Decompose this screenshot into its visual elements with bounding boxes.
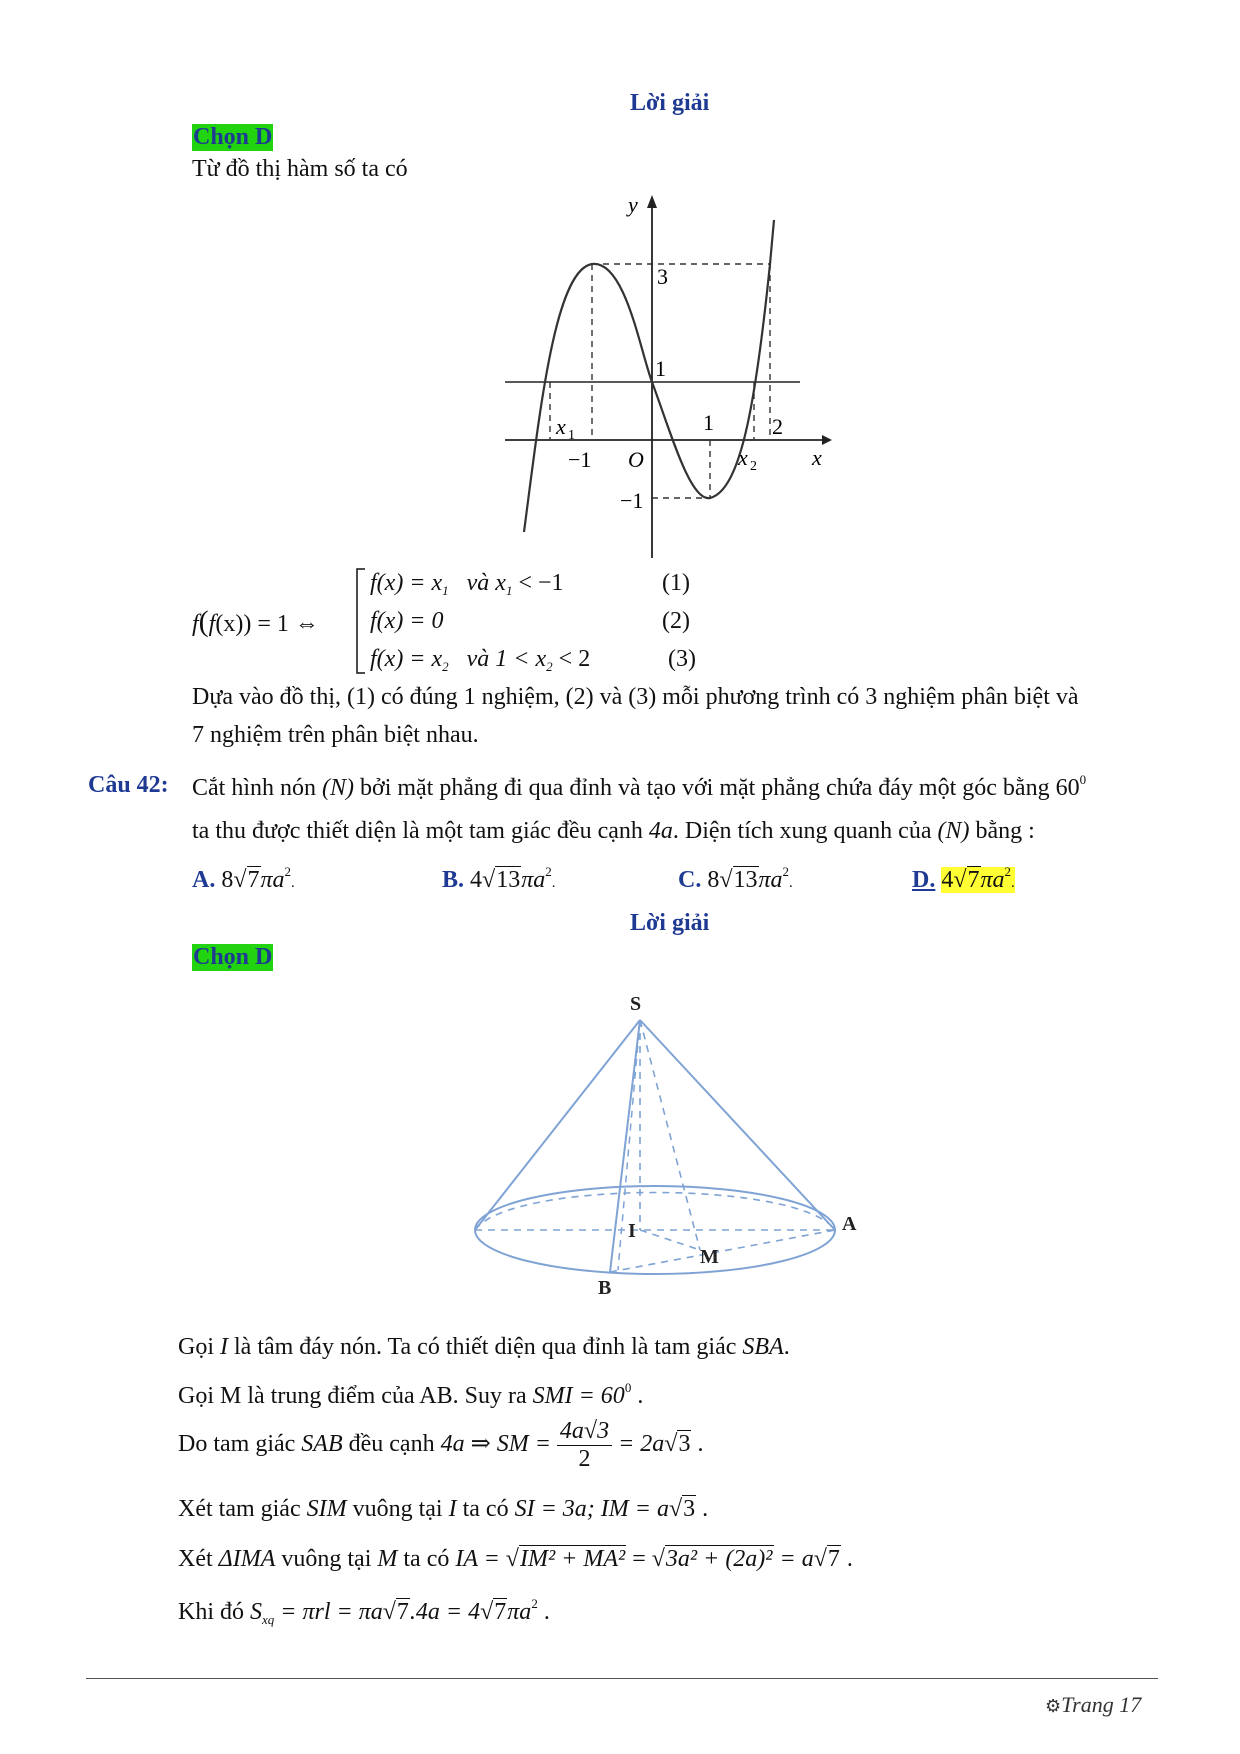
question-label: Câu 42: bbox=[88, 772, 169, 798]
option-d[interactable]: D. $4√7\pi a^2$. bbox=[912, 864, 1015, 893]
system-line-1: $f(x) = x_1$ và $x_1 < -1$ bbox=[370, 570, 564, 598]
step-5: Xét ΔIMA vuông tại M ta có IA = √IM² + MA² = √3a² + (2a)² = a√7 . bbox=[178, 1546, 853, 1572]
step-2: Gọi M là trung điểm của AB. Suy ra SMI = $60^0$ . bbox=[178, 1380, 644, 1409]
conclusion-line-2: 7 nghiệm trên phân biệt nhau. bbox=[192, 722, 479, 748]
step-4: Xét tam giác SIM vuông tại I ta có SI = 3a; IM = a√3 . bbox=[178, 1496, 709, 1522]
system-lhs: f(f(x)) = 1 ⇔ bbox=[192, 605, 319, 638]
question-line-2: ta thu được thiết diện là một tam giác đều cạnh 4a. Diện tích xung quanh của (N) bằng : bbox=[192, 818, 1035, 844]
conclusion-line-1: Dựa vào đồ thị, (1) có đúng 1 nghiệm, (2) và (3) mỗi phương trình có 3 nghiệm phân biệt và bbox=[192, 684, 1079, 710]
choose-answer-2: Chọn D bbox=[193, 944, 273, 970]
cone-label-m: M bbox=[700, 1246, 719, 1268]
cone-figure bbox=[470, 980, 857, 1300]
option-c[interactable]: C. $8√13\pi a^2$. bbox=[678, 864, 793, 893]
cone-label-i: I bbox=[628, 1220, 636, 1242]
system-bracket bbox=[355, 567, 367, 675]
step-3: Do tam giác SAB đều cạnh 4a ⇒ SM = $\frac{4a√3}{2}$ = 2a√3 . bbox=[178, 1418, 704, 1472]
footer-page: ⚙Trang 17 bbox=[1045, 1692, 1142, 1717]
origin-label: O bbox=[628, 447, 644, 472]
axis-x-label: x bbox=[812, 445, 822, 470]
label-x2-sub: 2 bbox=[750, 459, 757, 474]
intro-text: Từ đồ thị hàm số ta có bbox=[192, 156, 408, 182]
system-line-2: f(x) = 0 bbox=[370, 608, 444, 634]
choose-answer-1: Chọn D bbox=[193, 124, 273, 150]
cone-label-a: A bbox=[842, 1213, 857, 1235]
system-num-1: (1) bbox=[662, 570, 690, 596]
cone-label-b: B bbox=[598, 1277, 612, 1299]
label-x2: x bbox=[738, 445, 748, 470]
label-x1: x bbox=[556, 414, 566, 439]
system-num-2: (2) bbox=[662, 608, 690, 634]
label-3: 3 bbox=[657, 264, 668, 289]
footer-divider bbox=[86, 1678, 1158, 1679]
axis-y-label: y bbox=[628, 192, 638, 217]
step-6: Khi đó $S_{xq} = \pi rl = \pi a√7.4a = 4√7\pi a^2$ . bbox=[178, 1596, 550, 1627]
label-1-top: 1 bbox=[655, 356, 666, 381]
label-2-x: 2 bbox=[772, 414, 783, 439]
solution-heading-1: Lời giải bbox=[630, 90, 710, 116]
step-1: Gọi I là tâm đáy nón. Ta có thiết diện qua đỉnh là tam giác SBA. bbox=[178, 1334, 790, 1360]
label-neg1-x: −1 bbox=[568, 447, 592, 472]
gear-icon: ⚙ bbox=[1045, 1696, 1062, 1716]
system-num-3: (3) bbox=[668, 646, 696, 672]
option-b[interactable]: B. $4√13\pi a^2$. bbox=[442, 864, 556, 893]
option-a[interactable]: A. $8√7\pi a^2$. bbox=[192, 864, 295, 893]
label-x1-sub: 1 bbox=[568, 428, 575, 443]
function-graph bbox=[500, 190, 830, 560]
label-neg1-y: −1 bbox=[620, 488, 644, 513]
solution-heading-2: Lời giải bbox=[630, 910, 710, 936]
label-1-x: 1 bbox=[703, 410, 714, 435]
question-line-1: Cắt hình nón (N) bởi mặt phẳng đi qua đỉnh và tạo với mặt phẳng chứa đáy một góc bằng $60^0$ bbox=[192, 772, 1087, 801]
cone-label-s: S bbox=[630, 993, 642, 1015]
system-line-3: $f(x) = x_2$ và $1 < x_2 < 2$ bbox=[370, 646, 591, 674]
